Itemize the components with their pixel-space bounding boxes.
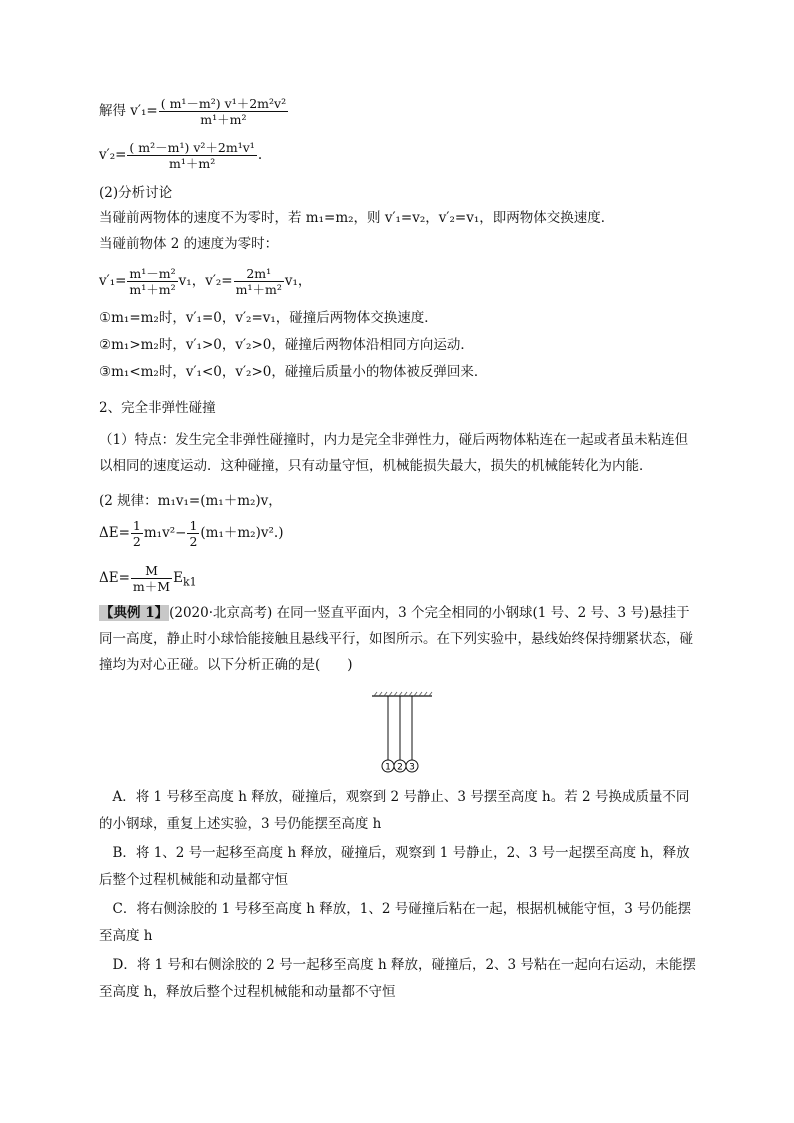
fraction [234,266,284,297]
example-tag: 【典例 1】 [100,605,169,621]
fraction-numerator: M [131,563,172,579]
formula-v2-prime [99,140,262,171]
fraction-denominator: m＋M [132,579,171,594]
fraction-numerator: 2m¹ [234,266,284,282]
ball-label-1: 1 [385,762,391,773]
discussion-heading: (2)分析讨论 [99,185,173,201]
fraction [131,563,172,594]
formula-prefix: 解得 v′₁= [99,103,158,119]
formula-suffix: . [257,147,263,163]
discussion-line-1: 当碰前两物体的速度不为零时，若 m₁=m₂，则 v′₁=v₂，v′₂=v₁，即两物体交换速度． [99,210,615,226]
option-d: D．将 1 号和右侧涂胶的 2 号一起移至高度 h 释放，碰撞后，2、3 号粘在一起向右运动，未能摆至高度 h，释放后整个过程机械能和动量都不守恒 [99,957,696,1000]
fraction-numerator: m¹－m² [129,266,176,281]
case-greater-mass: ②m₁>m₂时，v′₁>0，v′₂>0，碰撞后两物体沿相同方向运动． [99,337,474,353]
formula-prefix: ΔE= [99,570,130,586]
ball-label-3: 3 [409,762,415,773]
fraction-numerator: 1 [189,518,198,533]
formula-middle: m₁v²− [143,525,187,541]
fraction-denominator: m¹＋m² [129,282,176,297]
fraction-denominator: m¹＋m² [235,282,282,297]
fraction-denominator: m¹＋m² [200,112,247,127]
fraction-numerator: ( m²－m¹) v²＋2m¹v¹ [129,140,255,155]
example-question [99,600,697,678]
fraction [127,140,256,171]
subscript: k1 [182,575,197,589]
fraction [127,266,177,297]
formula-prefix: ΔE= [99,525,130,541]
fraction-denominator: 2 [189,534,198,549]
fraction [131,518,143,549]
formula-v1-prime [99,96,289,127]
fraction-denominator: 2 [132,534,141,549]
option-c: C．将右侧涂胶的 1 号移至高度 h 释放，1、2 号碰撞后粘在一起，根据机械能守恒，3 号仍能摆至高度 h [99,901,692,944]
formula-suffix: v₁， [284,273,312,289]
formula-suffix: E [173,570,183,586]
formula-energy-loss-2 [99,563,197,594]
formula-energy-loss [99,518,283,549]
formula-zero-velocity [99,266,311,297]
law-line: (2 规律：m₁v₁=(m₁＋m₂)v， [99,493,282,509]
fraction-numerator: 1 [132,518,141,533]
fraction-denominator: m¹＋m² [169,156,216,171]
fraction [187,518,199,549]
formula-prefix: v′₂= [99,147,127,163]
discussion-line-2: 当碰前物体 2 的速度为零时： [99,236,279,252]
formula-prefix: v′₁= [99,273,127,289]
fraction-numerator: ( m¹－m²) v¹＋2m²v² [160,96,287,111]
example-stem: (2020·北京高考) 在同一竖直平面内，3 个完全相同的小钢球(1 号、2 号、3 号)悬挂于同一高度，静止时小球恰能接触且悬线平行，如图所示。在下列实验中，悬线始终保持绷紧状态，碰撞均为对心正碰。以下分析正确的是( ) [99,605,693,673]
formula-suffix: (m₁＋m₂)v².) [200,525,284,541]
option-b: B．将 1、2 号一起移至高度 h 释放，碰撞后，观察到 1 号静止，2、3 号一起摆至高度 h，释放后整个过程机械能和动量都守恒 [99,845,690,888]
formula-middle: v₁，v′₂= [178,273,233,289]
section-heading: 2、完全非弹性碰撞 [99,400,216,416]
pendulum-figure [360,688,440,778]
case-equal-mass: ①m₁=m₂时，v′₁=0，v′₂=v₁，碰撞后两物体交换速度． [99,310,438,326]
feature-paragraph: （1）特点：发生完全非弹性碰撞时，内力是完全非弹性力，碰后两物体粘连在一起或者虽未粘连但以相同的速度运动．这种碰撞，只有动量守恒，机械能损失最大，损失的机械能转化为内能． [99,432,689,474]
fraction [159,96,288,127]
case-smaller-mass: ③m₁<m₂时，v′₁<0，v′₂>0，碰撞后质量小的物体被反弹回来． [99,364,488,380]
option-a: A．将 1 号移至高度 h 释放，碰撞后，观察到 2 号静止、3 号摆至高度 h。若 2 号换成质量不同的小钢球，重复上述实验，3 号仍能摆至高度 h [99,789,690,832]
ball-label-2: 2 [397,762,403,773]
